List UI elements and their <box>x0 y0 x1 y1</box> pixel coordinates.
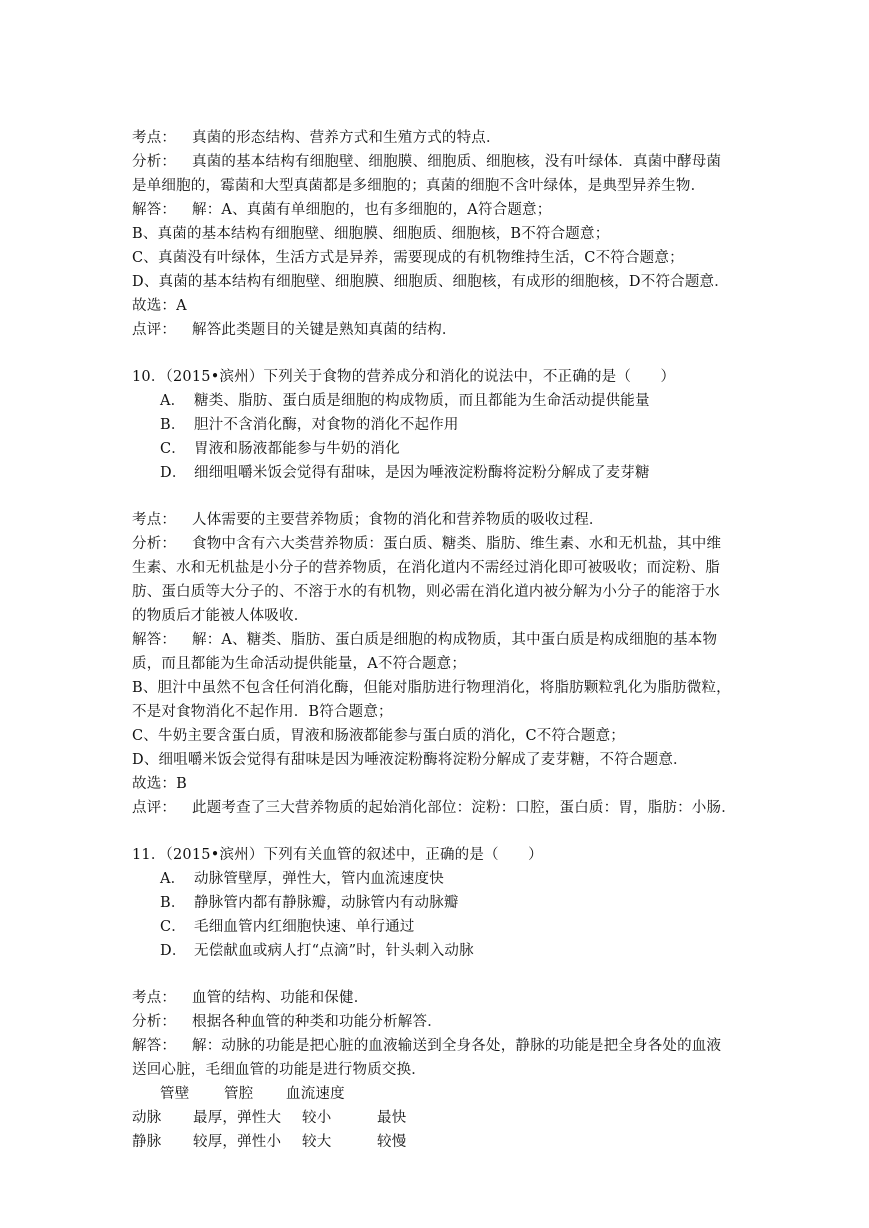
answer-line-q9: 故选：A <box>132 298 187 314</box>
jieda-line-q10-2: 质，而且都能为生命活动提供能量，A不符合题意； <box>132 656 467 672</box>
jieda-line-q10-3: B、胆汁中虽然不包含任何消化酶，但能对脂肪进行物理消化，将脂肪颗粒乳化为脂肪微粒， <box>132 680 731 696</box>
row-label: 静脉 <box>132 1134 162 1150</box>
jieda-line-q10-1: 解答： 解：A、糖类、脂肪、蛋白质是细胞的构成物质，其中蛋白质是构成细胞的基本物 <box>132 632 718 648</box>
question-10-option-d: D． 细细咀嚼米饭会觉得有甜味，是因为唾液淀粉酶将淀粉分解成了麦芽糖 <box>160 465 650 481</box>
row-cell: 最厚，弹性大 <box>193 1110 282 1126</box>
fenxi-line-q10-3: 肪、蛋白质等大分子的、不溶于水的有机物，则必需在消化道内被分解为小分子的能溶于水 <box>132 584 720 600</box>
jieda-line-q9-2: B、真菌的基本结构有细胞壁、细胞膜、细胞质、细胞核，B不符合题意； <box>132 226 610 242</box>
header-guanqiang: 管腔 <box>224 1086 254 1102</box>
fenxi-line-q10-2: 生素、水和无机盐是小分子的营养物质，在消化道内不需经过消化即可被吸收；而淀粉、脂 <box>132 560 720 576</box>
fenxi-line-q11: 分析： 根据各种血管的种类和功能分析解答． <box>132 1014 442 1030</box>
question-11-option-a: A． 动脉管壁厚，弹性大，管内血流速度快 <box>160 871 444 887</box>
row-label: 动脉 <box>132 1110 162 1126</box>
row-cell: 最快 <box>377 1110 407 1126</box>
kaodian-line-q11: 考点： 血管的结构、功能和保健． <box>132 990 369 1006</box>
dianping-line-q10: 点评： 此题考查了三大营养物质的起始消化部位：淀粉：口腔，蛋白质：胃，脂肪：小肠． <box>132 800 736 816</box>
kaodian-line-q9: 考点： 真菌的形态结构、营养方式和生殖方式的特点． <box>132 130 501 146</box>
jieda-line-q10-5: C、牛奶主要含蛋白质，胃液和肠液都能参与蛋白质的消化，C不符合题意； <box>132 728 625 744</box>
jieda-line-q9-1: 解答： 解：A、真菌有单细胞的，也有多细胞的，A符合题意； <box>132 202 552 218</box>
row-cell: 较慢 <box>377 1134 407 1150</box>
jieda-line-q9-4: D、真菌的基本结构有细胞壁、细胞膜、细胞质、细胞核，有成形的细胞核，D不符合题意． <box>132 274 729 290</box>
row-cell: 较小 <box>302 1110 332 1126</box>
header-guanbi: 管壁 <box>160 1086 190 1102</box>
kaodian-line-q10: 考点： 人体需要的主要营养物质；食物的消化和营养物质的吸收过程． <box>132 512 604 528</box>
question-10-option-b: B． 胆汁不含消化酶，对食物的消化不起作用 <box>160 417 459 433</box>
question-10-option-c: C． 胃液和肠液都能参与牛奶的消化 <box>160 441 400 457</box>
question-11-stem: 11．（2015•滨州）下列有关血管的叙述中，正确的是（ ） <box>132 847 543 863</box>
fenxi-line-q9-1: 分析： 真菌的基本结构有细胞壁、细胞膜、细胞质、细胞核，没有叶绿体．真菌中酵母菌 <box>132 154 722 170</box>
question-11-option-c: C． 毛细血管内红细胞快速、单行通过 <box>160 919 415 935</box>
header-xueliu: 血流速度 <box>286 1086 345 1102</box>
answer-line-q10: 故选：B <box>132 776 187 792</box>
jieda-line-q11-2: 送回心脏，毛细血管的功能是进行物质交换． <box>132 1062 426 1078</box>
jieda-line-q10-4: 不是对食物消化不起作用．B符合题意； <box>132 704 393 720</box>
dianping-line-q9: 点评： 解答此类题目的关键是熟知真菌的结构． <box>132 322 457 338</box>
fenxi-line-q10-4: 的物质后才能被人体吸收． <box>132 608 309 624</box>
question-11-option-d: D． 无偿献血或病人打“点滴”时，针头刺入动脉 <box>160 943 474 959</box>
question-10-option-a: A． 糖类、脂肪、蛋白质是细胞的构成物质，而且都能为生命活动提供能量 <box>160 393 650 409</box>
fenxi-line-q10-1: 分析： 食物中含有六大类营养物质：蛋白质、糖类、脂肪、维生素、水和无机盐，其中维 <box>132 536 722 552</box>
fenxi-line-q9-2: 是单细胞的，霉菌和大型真菌都是多细胞的；真菌的细胞不含叶绿体，是典型异养生物． <box>132 178 706 194</box>
question-11-option-b: B． 静脉管内都有静脉瓣，动脉管内有动脉瓣 <box>160 895 459 911</box>
row-cell: 较大 <box>302 1134 332 1150</box>
jieda-line-q11-1: 解答： 解：动脉的功能是把心脏的血液输送到全身各处，静脉的功能是把全身各处的血液 <box>132 1038 722 1054</box>
jieda-line-q9-3: C、真菌没有叶绿体，生活方式是异养，需要现成的有机物维持生活，C不符合题意； <box>132 250 684 266</box>
jieda-line-q10-6: D、细咀嚼米饭会觉得有甜味是因为唾液淀粉酶将淀粉分解成了麦芽糖，不符合题意． <box>132 752 688 768</box>
row-cell: 较厚，弹性小 <box>193 1134 282 1150</box>
question-10-stem: 10．（2015•滨州）下列关于食物的营养成分和消化的说法中，不正确的是（ ） <box>132 369 676 385</box>
